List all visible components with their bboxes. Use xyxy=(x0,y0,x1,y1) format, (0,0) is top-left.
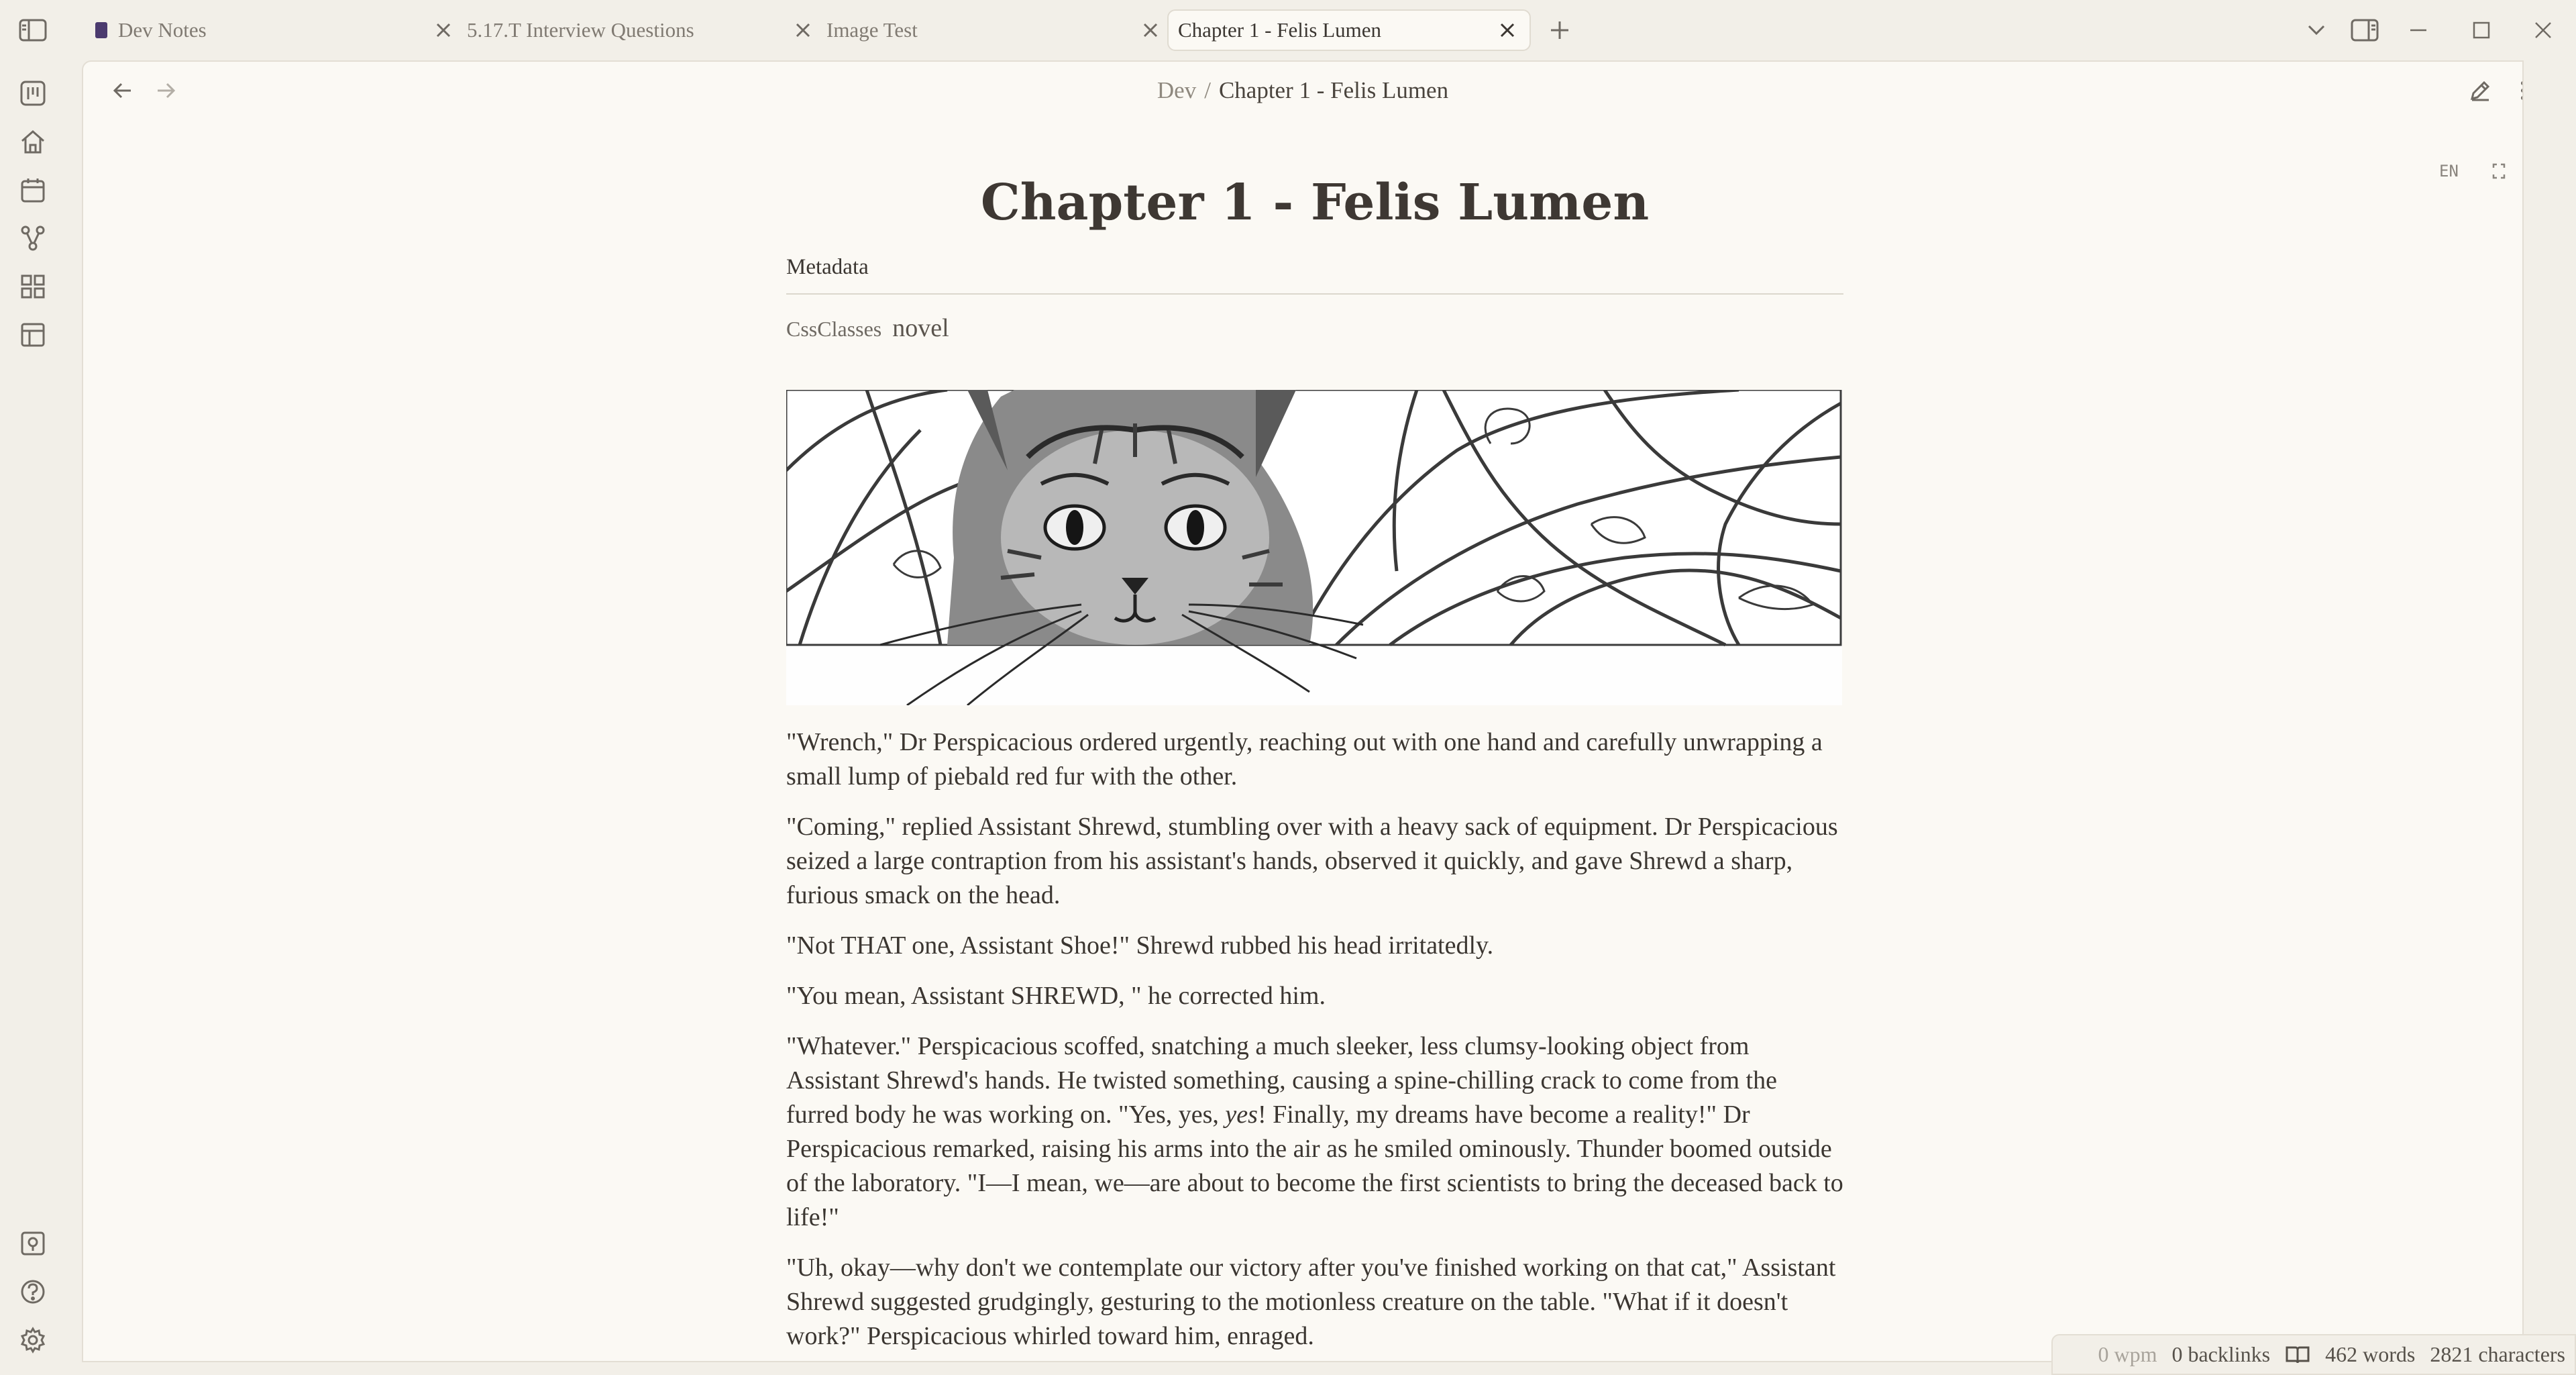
paragraph: "Wrench," Dr Perspicacious ordered urgently, reaching out with one hand and carefully unwrapping a small lump of piebald red fur with the other. xyxy=(786,728,1823,791)
more-options-icon[interactable] xyxy=(2508,75,2524,106)
tab-image-test[interactable] xyxy=(775,9,1151,51)
tab-list-icon[interactable] xyxy=(2300,13,2333,47)
property-key[interactable]: CssClasses xyxy=(786,317,882,341)
close-icon[interactable] xyxy=(1139,19,1162,42)
cat-illustration-banner xyxy=(786,390,1842,705)
tab-label: Chapter 1 - Felis Lumen xyxy=(1178,18,1382,42)
tab-label: Dev Notes xyxy=(118,18,207,42)
close-tab-image-test[interactable] xyxy=(1134,9,1167,51)
expand-icon[interactable] xyxy=(2491,162,2506,180)
edit-pencil-icon[interactable] xyxy=(2465,75,2496,106)
paragraph: "Not THAT one, Assistant Shoe!" Shrewd rubbed his head irritatedly. xyxy=(786,931,1494,960)
backlinks-count[interactable]: 0 backlinks xyxy=(2171,1342,2271,1366)
left-ribbon xyxy=(0,60,82,1375)
breadcrumb xyxy=(83,75,2522,106)
tab-bar xyxy=(0,0,2576,60)
tab-label: 5.17.T Interview Questions xyxy=(467,18,694,42)
emphasis-text: yes xyxy=(1225,1101,1258,1129)
close-icon[interactable] xyxy=(792,19,814,42)
note-title: Chapter 1 - Felis Lumen xyxy=(980,174,1650,232)
new-tab-icon[interactable] xyxy=(1543,13,1576,47)
tab-dev-notes[interactable] xyxy=(79,9,428,51)
tab-interview-questions[interactable] xyxy=(416,9,792,51)
breadcrumb-separator: / xyxy=(1204,77,1211,103)
status-bar xyxy=(2051,1334,2576,1375)
sidebar-toggle-icon[interactable] xyxy=(16,13,50,47)
help-icon[interactable] xyxy=(16,1275,50,1309)
tab-chapter-1[interactable] xyxy=(1167,9,1531,51)
book-icon xyxy=(95,22,107,38)
paragraph xyxy=(786,1029,1843,1235)
settings-icon[interactable] xyxy=(16,1323,50,1357)
note-content xyxy=(786,169,1843,1354)
maximize-icon[interactable] xyxy=(2465,13,2498,47)
words-per-minute: 0 wpm xyxy=(2098,1342,2157,1366)
paragraph: "Uh, okay—why don't we contemplate our victory after you've finished working on that cat," Assistant Shrewd suggested grudgingly, gesturing to the motionless creature on the table. "What if it doesn't work?" Perspicacious whirled toward him, enraged. xyxy=(786,1254,1836,1350)
close-icon[interactable] xyxy=(1496,19,1519,42)
right-sidebar-icon[interactable] xyxy=(2348,13,2381,47)
paragraph-text: ! Finally, my dreams have become a reality!" Dr Perspicacious remarked, raising his arms into the air as he smiled ominously. Thunder boomed outside of the laboratory. "I—I mean, we—are about to become the first scientists to bring the deceased back to life!" xyxy=(786,1101,1843,1231)
layout-icon[interactable] xyxy=(16,318,50,352)
cat-head xyxy=(947,390,1313,645)
chapter-text xyxy=(786,725,1843,1354)
language-label: EN xyxy=(2439,162,2459,181)
window-close-icon[interactable] xyxy=(2526,13,2560,47)
breadcrumb-current[interactable]: Chapter 1 - Felis Lumen xyxy=(1218,77,1449,103)
paragraph-text: "Whatever." Perspicacious scoffed, snatching a much sleeker, less clumsy-looking object from Assistant Shrewd's hands. He twisted something, causing a spine-chilling crack to come from the furred body he was working on. "Yes, yes, xyxy=(786,1032,1777,1129)
dashboard-icon[interactable] xyxy=(16,270,50,303)
tab-label: Image Test xyxy=(826,18,918,42)
paragraph: "Coming," replied Assistant Shrewd, stumbling over with a heavy sack of equipment. Dr Perspicacious seized a large contraption from his assistant's hands, observed it quickly, and gave Shrewd a sharp, furious smack on the head. xyxy=(786,813,1838,909)
language-indicator[interactable] xyxy=(2432,154,2513,188)
paragraph: "You mean, Assistant SHREWD, " he corrected him. xyxy=(786,982,1326,1010)
metadata-heading[interactable]: Metadata xyxy=(786,255,1843,295)
note-pane xyxy=(82,60,2524,1362)
home-icon[interactable] xyxy=(16,125,50,158)
calendar-icon[interactable] xyxy=(16,173,50,207)
vault-switch-icon[interactable] xyxy=(16,1227,50,1260)
breadcrumb-parent[interactable]: Dev xyxy=(1157,77,1197,103)
graph-icon[interactable] xyxy=(16,221,50,255)
minimize-icon[interactable] xyxy=(2402,13,2435,47)
reading-mode-icon[interactable] xyxy=(2285,1345,2310,1365)
word-count: 462 words xyxy=(2325,1342,2416,1366)
kanban-icon[interactable] xyxy=(16,77,50,110)
character-count: 2821 characters xyxy=(2430,1342,2565,1366)
cat-illustration xyxy=(786,390,1842,705)
property-row xyxy=(786,313,1843,343)
close-icon[interactable] xyxy=(432,19,455,42)
property-value[interactable]: novel xyxy=(892,314,949,342)
